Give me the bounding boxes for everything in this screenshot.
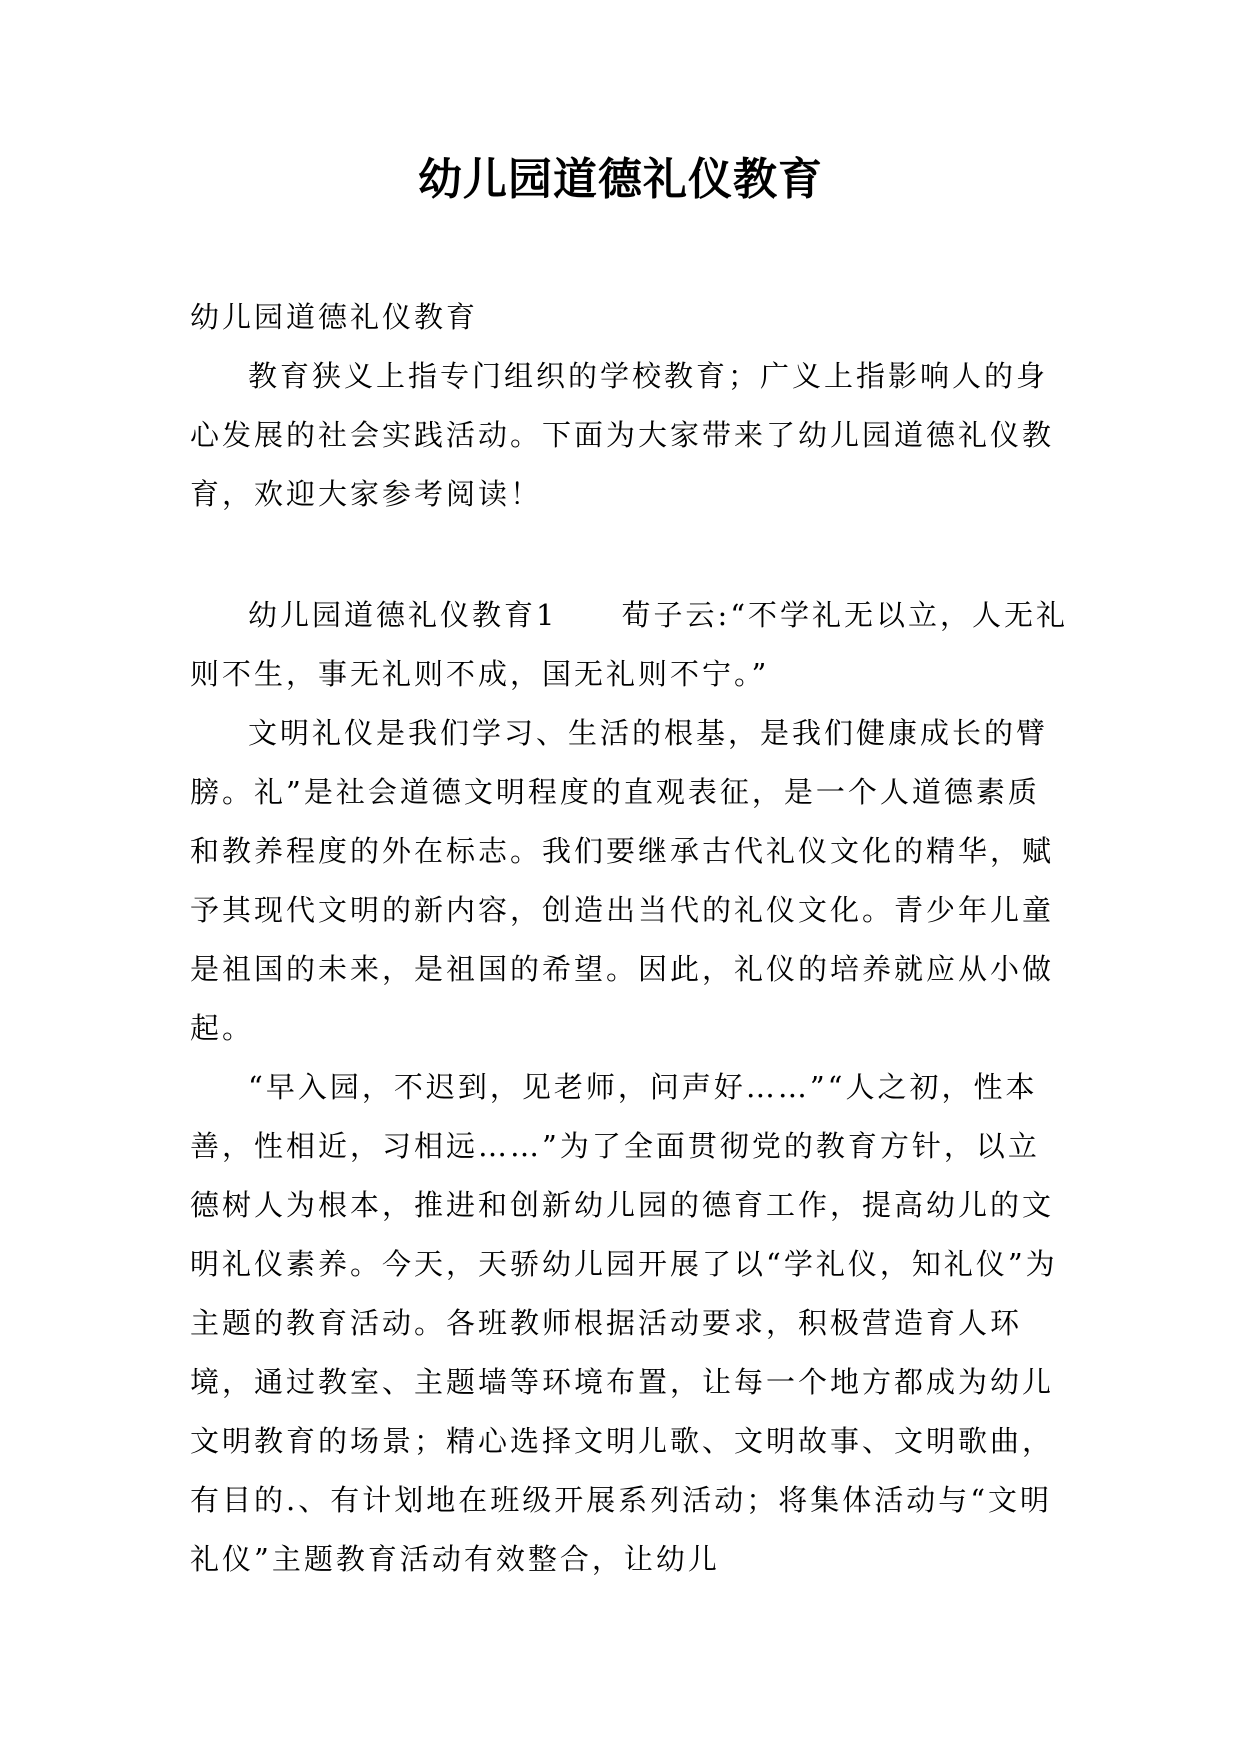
paragraph-section-1-quote: 幼儿园道德礼仪教育1 荀子云:“不学礼无以立，人无礼则不生，事无礼则不成，国无礼则不宁。” xyxy=(190,598,1069,691)
document-body xyxy=(190,288,1070,1589)
paragraph-spacer xyxy=(190,524,1070,586)
paragraph-activity: “早入园，不迟到，见老师，问声好……”“人之初，性本善，性相近，习相远……”为了全面贯彻党的教育方针，以立德树人为根本，推进和创新幼儿园的德育工作，提高幼儿的文明礼仪素养。今天，天骄幼儿园开展了以“学礼仪，知礼仪”为主题的教育活动。各班教师根据活动要求，积极营造育人环境，通过教室、主题墙等环境布置，让每一个地方都成为幼儿文明教育的场景；精心选择文明儿歌、文明故事、文明歌曲，有目的.、有计划地在班级开展系列活动；将集体活动与“文明礼仪”主题教育活动有效整合，让幼儿 xyxy=(190,1070,1058,1576)
paragraph-intro: 教育狭义上指专门组织的学校教育；广义上指影响人的身心发展的社会实践活动。下面为大家带来了幼儿园道德礼仪教育，欢迎大家参考阅读！ xyxy=(190,359,1055,511)
document-title: 幼儿园道德礼仪教育 xyxy=(418,154,823,205)
paragraph-subtitle: 幼儿园道德礼仪教育 xyxy=(190,300,479,334)
paragraph-etiquette: 文明礼仪是我们学习、生活的根基，是我们健康成长的臂膀。礼”是社会道德文明程度的直观表征，是一个人道德素质和教养程度的外在标志。我们要继承古代礼仪文化的精华，赋予其现代文明的新内容，创造出当代的礼仪文化。青少年儿童是祖国的未来，是祖国的希望。因此，礼仪的培养就应从小做起。 xyxy=(190,716,1055,1045)
